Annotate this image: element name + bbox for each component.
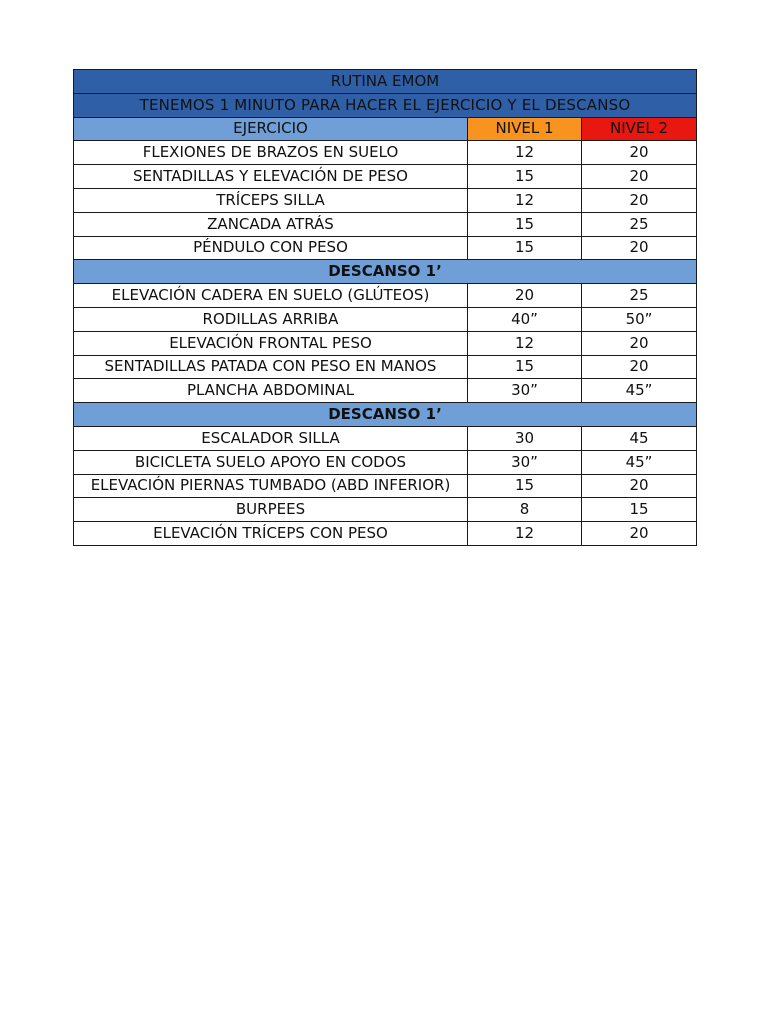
level-1-cell: 30 [468,426,582,450]
header-level-2: NIVEL 2 [582,117,697,141]
exercise-cell: ESCALADOR SILLA [74,426,468,450]
level-1-cell: 15 [468,212,582,236]
level-2-cell: 50” [582,307,697,331]
level-2-cell: 20 [582,188,697,212]
level-2-cell: 15 [582,498,697,522]
exercise-cell: FLEXIONES DE BRAZOS EN SUELO [74,141,468,165]
routine-subtitle: TENEMOS 1 MINUTO PARA HACER EL EJERCICIO Y EL DESCANSO [74,93,697,117]
subtitle-row [74,93,697,117]
level-1-cell: 8 [468,498,582,522]
level-2-cell: 45” [582,379,697,403]
level-1-cell: 12 [468,331,582,355]
table-row [74,307,697,331]
level-1-cell: 15 [468,165,582,189]
rest-label: DESCANSO 1’ [74,403,697,427]
table-row [74,522,697,546]
title-row [74,70,697,94]
table-row [74,379,697,403]
column-header-row [74,117,697,141]
level-1-cell: 12 [468,188,582,212]
emom-routine-table [73,69,697,546]
exercise-cell: PLANCHA ABDOMINAL [74,379,468,403]
level-1-cell: 15 [468,474,582,498]
rest-row [74,403,697,427]
exercise-cell: PÉNDULO CON PESO [74,236,468,260]
table-row [74,188,697,212]
table-row [74,498,697,522]
level-2-cell: 20 [582,331,697,355]
table-row [74,450,697,474]
table-row [74,165,697,189]
level-2-cell: 20 [582,474,697,498]
exercise-cell: ELEVACIÓN TRÍCEPS CON PESO [74,522,468,546]
level-1-cell: 15 [468,355,582,379]
exercise-cell: SENTADILLAS PATADA CON PESO EN MANOS [74,355,468,379]
header-exercise: EJERCICIO [74,117,468,141]
level-2-cell: 45 [582,426,697,450]
table-row [74,331,697,355]
rest-row [74,260,697,284]
table-row [74,426,697,450]
rest-label: DESCANSO 1’ [74,260,697,284]
level-1-cell: 12 [468,141,582,165]
exercise-cell: ZANCADA ATRÁS [74,212,468,236]
table-row [74,141,697,165]
exercise-cell: TRÍCEPS SILLA [74,188,468,212]
level-2-cell: 45” [582,450,697,474]
table-row [74,355,697,379]
level-1-cell: 40” [468,307,582,331]
level-1-cell: 15 [468,236,582,260]
exercise-cell: ELEVACIÓN CADERA EN SUELO (GLÚTEOS) [74,284,468,308]
level-1-cell: 20 [468,284,582,308]
level-2-cell: 25 [582,212,697,236]
table-row [74,212,697,236]
level-2-cell: 20 [582,165,697,189]
level-2-cell: 20 [582,141,697,165]
table-row [74,474,697,498]
level-2-cell: 25 [582,284,697,308]
routine-title: RUTINA EMOM [74,70,697,94]
exercise-cell: ELEVACIÓN FRONTAL PESO [74,331,468,355]
level-2-cell: 20 [582,522,697,546]
exercise-cell: BURPEES [74,498,468,522]
emom-table-body [74,70,697,546]
exercise-cell: SENTADILLAS Y ELEVACIÓN DE PESO [74,165,468,189]
level-2-cell: 20 [582,355,697,379]
header-level-1: NIVEL 1 [468,117,582,141]
level-1-cell: 30” [468,450,582,474]
level-1-cell: 12 [468,522,582,546]
table-row [74,284,697,308]
exercise-cell: ELEVACIÓN PIERNAS TUMBADO (ABD INFERIOR) [74,474,468,498]
level-1-cell: 30” [468,379,582,403]
level-2-cell: 20 [582,236,697,260]
exercise-cell: RODILLAS ARRIBA [74,307,468,331]
exercise-cell: BICICLETA SUELO APOYO EN CODOS [74,450,468,474]
table-row [74,236,697,260]
